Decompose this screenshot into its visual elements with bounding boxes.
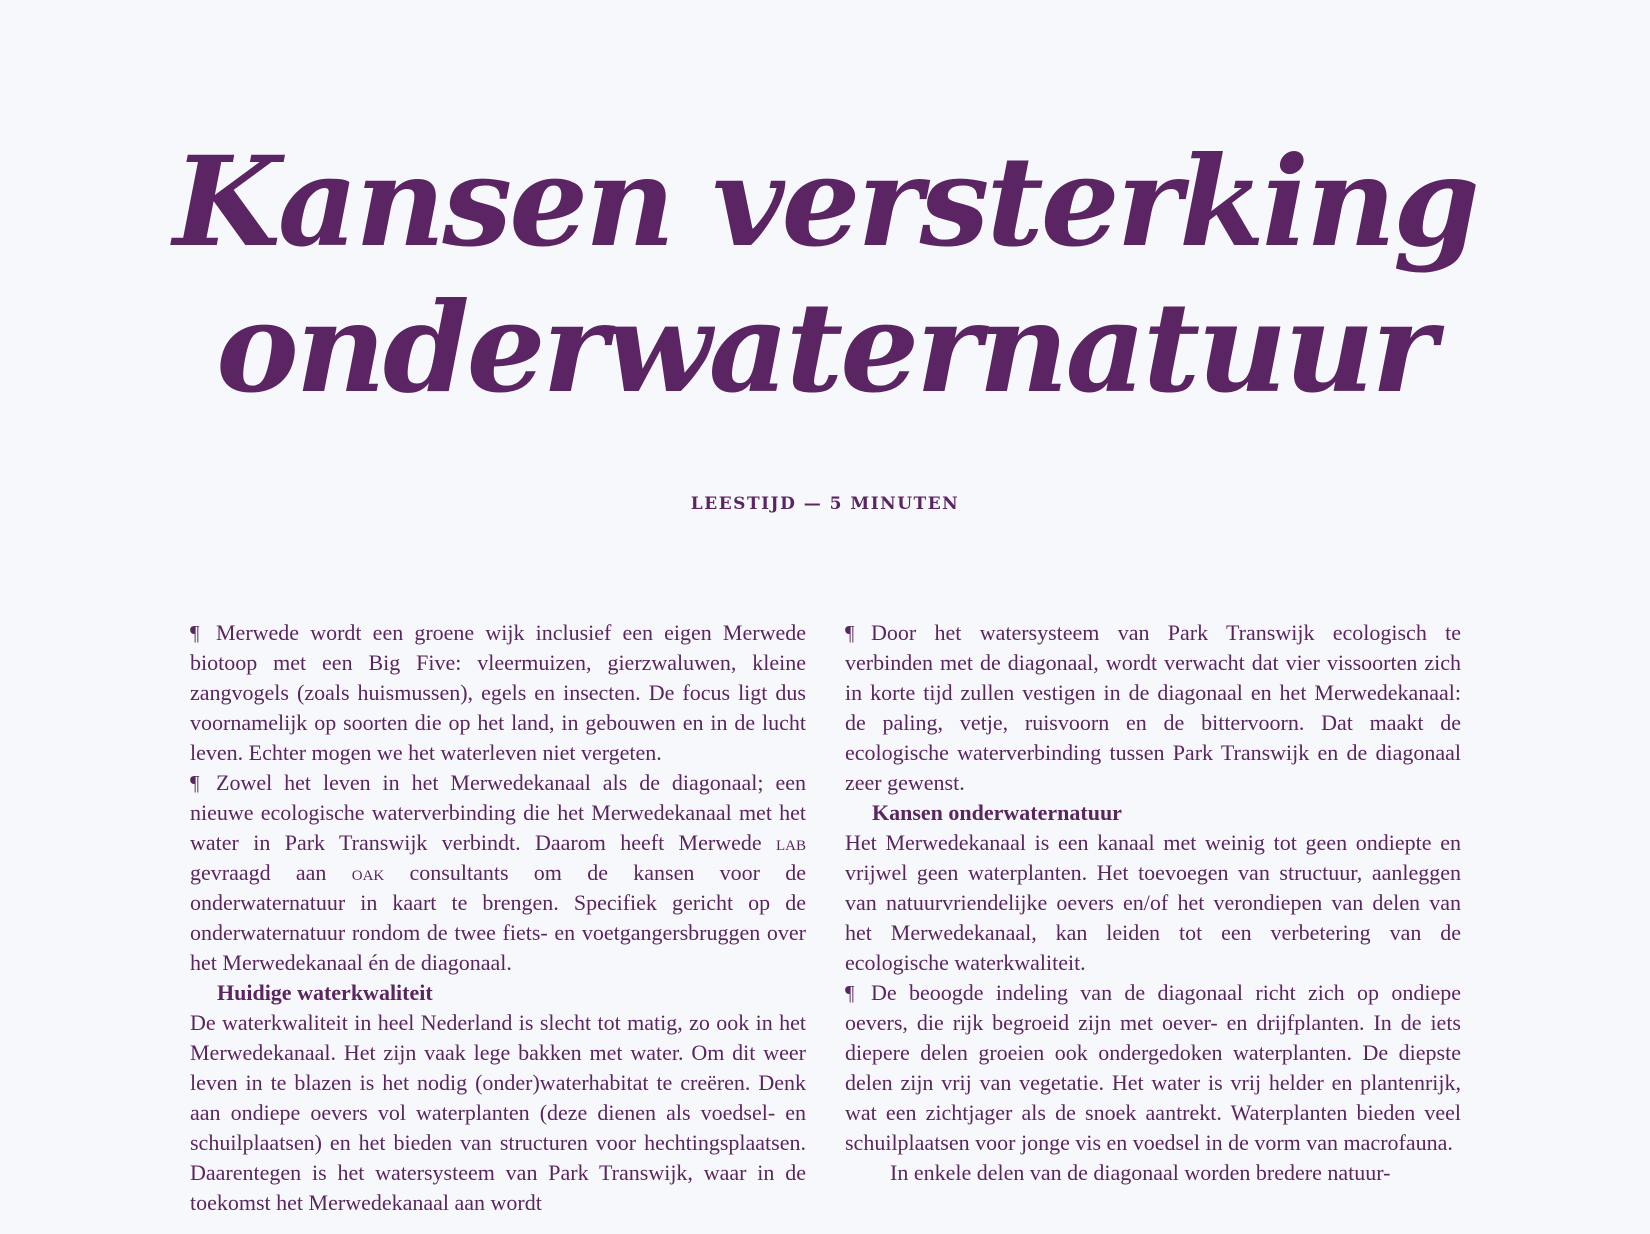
- left-column: [190, 618, 806, 1218]
- paragraph: In enkele delen van de diagonaal worden bredere natuur-: [890, 1160, 1391, 1185]
- pilcrow-icon: ¶: [845, 621, 855, 645]
- paragraph: [845, 978, 1461, 1158]
- paragraph-text: Merwede wordt een groene wijk inclusief een eigen Merwede biotoop met een Big Five: vleermuizen, gierzwaluwen, kleine zangvogels (zoals huismussen), egels en insecten. De focus ligt dus voornamelijk op soorten die op het land, in gebouwen en in de lucht leven. Echter mogen we het waterleven niet vergeten.: [190, 620, 806, 765]
- section-heading: Kansen onderwaternatuur: [872, 800, 1122, 825]
- paragraph: [190, 768, 806, 978]
- pilcrow-icon: ¶: [845, 981, 855, 1005]
- lab-abbreviation: lab: [776, 830, 806, 855]
- title-line-1: Kansen versterking: [173, 130, 1477, 275]
- section-heading: Huidige waterkwaliteit: [217, 980, 433, 1005]
- title-line-2: onderwaternatuur: [216, 276, 1434, 421]
- page-title: [0, 130, 1650, 422]
- paragraph-text: Zowel het leven in het Merwedekanaal als de diagonaal; een nieuwe ecologische waterverbinding die het Merwedekanaal met het water in Park Transwijk verbindt. Daarom heeft Merwede: [190, 770, 806, 855]
- oak-abbreviation: oak: [351, 860, 385, 885]
- paragraph-text: gevraagd aan: [190, 860, 327, 885]
- paragraph-text: De beoogde indeling van de diagonaal richt zich op ondiepe oevers, die rijk begroeid zijn met oever- en drijfplanten. In de iets diepere delen groeien ook ondergedoken waterplanten. De diepste delen zijn vrij van vegetatie. Het water is vrij helder en plantenrijk, wat een zichtjager als de snoek aantrekt. Waterplanten bieden veel schuilplaatsen voor jonge vis en voedsel in de vorm van macrofauna.: [845, 980, 1461, 1155]
- pilcrow-icon: ¶: [190, 621, 200, 645]
- paragraph: De waterkwaliteit in heel Nederland is slecht tot matig, zo ook in het Merwedekanaal. Het zijn vaak lege bakken met water. Om dit weer leven in te blazen is het nodig (onder)waterhabitat te creëren. Denk aan ondiepe oevers vol waterplanten (deze dienen als voedsel- en schuilplaatsen) en het bieden van structuren voor hechtingsplaatsen. Daarentegen is het watersysteem van Park Transwijk, waar in de toekomst het Merwedekanaal aan wordt: [190, 1010, 806, 1215]
- paragraph-text: consultants om de kansen voor de onderwaternatuur in kaart te brengen. Specifiek gericht op de onderwaternatuur rondom de twee fiets- en voetgangersbruggen over het Merwedekanaal én de diagonaal.: [190, 860, 807, 975]
- paragraph-text: Door het watersysteem van Park Transwijk ecologisch te verbinden met de diagonaal, wordt verwacht dat vier vissoorten zich in korte tijd zullen vestigen in de diagonaal en het Merwedekanaal: de paling, vetje, ruisvoorn en de bittervoorn. Dat maakt de ecologische waterverbinding tussen Park Transwijk en de diagonaal zeer gewenst.: [845, 620, 1461, 795]
- paragraph: [190, 618, 806, 768]
- right-column: [845, 618, 1461, 1188]
- paragraph: [845, 618, 1461, 798]
- reading-time: LEESTIJD — 5 MINUTEN: [690, 494, 960, 514]
- paragraph: Het Merwedekanaal is een kanaal met weinig tot geen ondiepte en vrijwel geen waterplanten. Het toevoegen van structuur, aanleggen van natuurvriendelijke oevers en/of het verondiepen van delen van het Merwedekanaal, kan leiden tot een verbetering van de ecologische waterkwaliteit.: [845, 830, 1461, 975]
- pilcrow-icon: ¶: [190, 771, 200, 795]
